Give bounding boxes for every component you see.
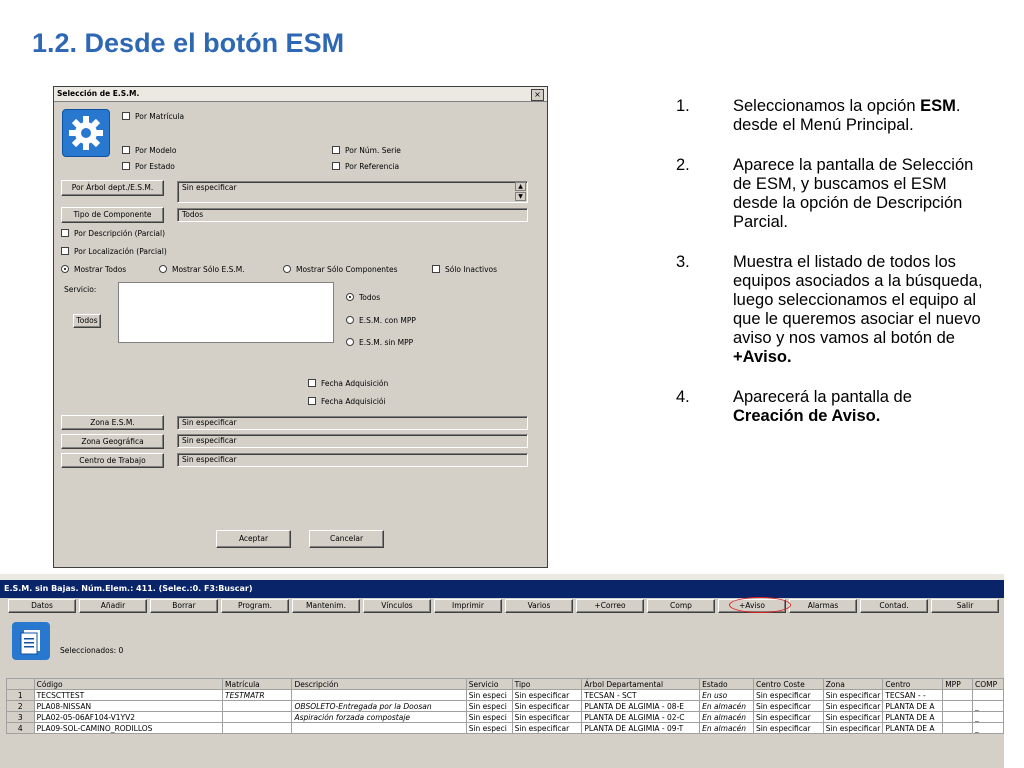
table-cell: TESTMATR [223, 690, 292, 701]
table-cell: Sin especificar [823, 712, 883, 723]
datos-button[interactable]: Datos [8, 599, 76, 613]
row-number: 2 [7, 701, 35, 712]
table-cell: Aspiración forzada compostaje [292, 712, 466, 723]
table-cell: TECSCTTEST [34, 690, 222, 701]
step-number: 1. [676, 97, 690, 115]
step-text: Aparece la pantalla de Selección de ESM, y buscamos el ESM desde la opción de Descripción Parcial. [733, 156, 974, 231]
esm-selection-dialog [53, 86, 548, 568]
table-cell [292, 690, 466, 701]
mostrar-solo-esm-label: Mostrar Sólo E.S.M. [172, 265, 245, 274]
zona-geografica-value: Sin especificar [182, 436, 237, 445]
borrar-button[interactable]: Borrar [150, 599, 218, 613]
table-cell: Sin especificar [512, 723, 582, 734]
row-number: 3 [7, 712, 35, 723]
aceptar-button[interactable]: Aceptar [216, 530, 291, 548]
table-cell: Sin especificar [753, 712, 823, 723]
fecha-adquisicion-checkbox[interactable] [308, 379, 316, 387]
table-cell [223, 723, 292, 734]
row-number: 1 [7, 690, 35, 701]
table-cell: En almacén [700, 712, 754, 723]
table-cell: PLANTA DE A [883, 701, 943, 712]
scroll-up-icon[interactable]: ▲ [515, 182, 526, 191]
zona-esm-field[interactable] [177, 416, 528, 430]
salir-button[interactable]: Salir [931, 599, 999, 613]
program-button[interactable]: Program. [221, 599, 289, 613]
dialog-titlebar [54, 87, 547, 102]
comp-button[interactable]: Comp [647, 599, 715, 613]
column-header[interactable]: Código [34, 679, 222, 690]
solo-inactivos-label: Sólo Inactivos [445, 265, 498, 274]
step-bold: +Aviso. [733, 348, 792, 366]
column-header[interactable]: Tipo [512, 679, 582, 690]
varios-button[interactable]: Varios [505, 599, 573, 613]
list-window-title: E.S.M. sin Bajas. Núm.Elem.: 411. (Selec.:0. F3:Buscar) [0, 580, 1004, 598]
zona-geografica-button[interactable]: Zona Geográfica [61, 434, 164, 449]
scroll-down-icon[interactable]: ▼ [515, 192, 526, 201]
table-cell: En almacén [700, 701, 754, 712]
esm-con-mpp-label: E.S.M. con MPP [359, 316, 416, 325]
alarmas-button[interactable]: Alarmas [789, 599, 857, 613]
column-header[interactable]: Estado [700, 679, 754, 690]
table-cell: Sin especificar [823, 690, 883, 701]
mpp-todos-radio[interactable] [346, 293, 354, 301]
por-modelo-label: Por Modelo [135, 146, 177, 155]
step-2 [676, 156, 986, 232]
table-row[interactable] [7, 712, 1004, 723]
por-estado-label: Por Estado [135, 162, 175, 171]
table-cell: _ [972, 712, 1003, 723]
column-header[interactable]: Servicio [466, 679, 512, 690]
table-row[interactable] [7, 723, 1004, 734]
step-text: Aparecerá la pantalla de [733, 388, 912, 406]
esm-list-window [0, 574, 1004, 768]
gear-icon [62, 109, 110, 157]
slide-title: 1.2. Desde el botón ESM [32, 28, 345, 58]
table-cell: Sin especificar [753, 690, 823, 701]
arbol-dept-value: Sin especificar [182, 183, 237, 192]
table-cell [943, 723, 973, 734]
step-bold: ESM [920, 97, 956, 115]
por-modelo-checkbox[interactable] [122, 146, 130, 154]
table-cell: Sin especi [466, 723, 512, 734]
mostrar-solo-esm-radio[interactable] [159, 265, 167, 273]
step-1 [676, 97, 986, 135]
aviso-button[interactable]: +Aviso [718, 599, 786, 613]
row-number: 4 [7, 723, 35, 734]
table-cell: Sin especi [466, 701, 512, 712]
centro-trabajo-field[interactable] [177, 453, 528, 467]
mantenim-button[interactable]: Mantenim. [292, 599, 360, 613]
table-cell: PLA02-05-06AF104-V1YV2 [34, 712, 222, 723]
table-cell: Sin especificar [823, 723, 883, 734]
centro-trabajo-value: Sin especificar [182, 455, 237, 464]
table-cell: PLANTA DE ALGIMIA - 08-E [582, 701, 700, 712]
anadir-button[interactable]: Añadir [79, 599, 147, 613]
table-cell: PLANTA DE A [883, 723, 943, 734]
table-cell: _ [972, 723, 1003, 734]
step-3 [676, 253, 986, 367]
por-referencia-checkbox[interactable] [332, 162, 340, 170]
step-number: 3. [676, 253, 690, 271]
mostrar-todos-radio[interactable] [61, 265, 69, 273]
table-cell: Sin especificar [753, 701, 823, 712]
zona-geografica-field[interactable] [177, 434, 528, 448]
esm-con-mpp-radio[interactable] [346, 316, 354, 324]
table-row[interactable] [7, 690, 1004, 701]
table-cell: PLANTA DE A [883, 712, 943, 723]
table-cell: Sin especificar [753, 723, 823, 734]
servicio-list[interactable] [118, 282, 334, 343]
table-cell: En almacén [700, 723, 754, 734]
por-num-serie-checkbox[interactable] [332, 146, 340, 154]
column-header[interactable]: MPP [943, 679, 973, 690]
column-header[interactable]: Centro [883, 679, 943, 690]
table-cell [223, 712, 292, 723]
table-cell: PLA09-SOL-CAMINO_RODILLOS [34, 723, 222, 734]
servicio-todos-button[interactable]: Todos [73, 314, 101, 328]
table-cell: Sin especificar [512, 701, 582, 712]
column-header[interactable] [7, 679, 35, 690]
seleccionados-label: Seleccionados: 0 [60, 646, 124, 655]
step-text: Seleccionamos la opción [733, 97, 921, 115]
zona-esm-value: Sin especificar [182, 418, 237, 427]
mpp-todos-label: Todos [359, 293, 381, 302]
table-cell [223, 701, 292, 712]
centro-trabajo-button[interactable]: Centro de Trabajo [61, 453, 164, 468]
por-localizacion-label: Por Localización (Parcial) [74, 247, 167, 256]
mostrar-solo-componentes-radio[interactable] [283, 265, 291, 273]
column-header[interactable]: Centro Coste [753, 679, 823, 690]
por-descripcion-label: Por Descripción (Parcial) [74, 229, 166, 238]
table-cell: Sin especificar [512, 712, 582, 723]
por-matricula-label: Por Matrícula [135, 112, 185, 121]
fecha-adquisicion-2-label: Fecha Adquisiciói [321, 397, 386, 406]
esm-table [6, 678, 1004, 734]
mostrar-todos-label: Mostrar Todos [74, 265, 127, 274]
table-row[interactable] [7, 701, 1004, 712]
table-cell: Sin especificar [823, 701, 883, 712]
esm-sin-mpp-label: E.S.M. sin MPP [359, 338, 414, 347]
dialog-title: Selección de E.S.M. [57, 89, 140, 98]
tipo-componente-field[interactable] [177, 208, 528, 222]
table-header [7, 679, 1004, 690]
table-cell: OBSOLETO-Entregada por la Doosan [292, 701, 466, 712]
table-cell [972, 690, 1003, 701]
column-header[interactable]: Árbol Departamental [582, 679, 700, 690]
fecha-adquisicion-label: Fecha Adquisición [321, 379, 389, 388]
aviso-highlight-circle [729, 597, 791, 613]
column-header[interactable]: Descripción [292, 679, 466, 690]
step-4 [676, 388, 986, 426]
esm-sin-mpp-radio[interactable] [346, 338, 354, 346]
table-cell: TECSAN - - [883, 690, 943, 701]
table-cell [943, 690, 973, 701]
table-cell: PLA08-NISSAN [34, 701, 222, 712]
column-header[interactable]: Matrícula [223, 679, 292, 690]
contad-button[interactable]: Contad. [860, 599, 928, 613]
zona-esm-button[interactable]: Zona E.S.M. [61, 415, 164, 430]
step-bold: Creación de Aviso. [733, 407, 881, 425]
imprimir-button[interactable]: Imprimir [434, 599, 502, 613]
por-matricula-checkbox[interactable] [122, 112, 130, 120]
column-header[interactable]: Zona [823, 679, 883, 690]
arbol-dept-field[interactable] [177, 181, 528, 203]
table-cell: PLANTA DE ALGIMIA - 09-T [582, 723, 700, 734]
table-cell: PLANTA DE ALGIMIA - 02-C [582, 712, 700, 723]
tipo-componente-button[interactable]: Tipo de Componente [61, 207, 164, 223]
table-cell [943, 701, 973, 712]
step-number: 4. [676, 388, 690, 406]
table-cell: _ [972, 701, 1003, 712]
fecha-adquisicion-2-checkbox[interactable] [308, 397, 316, 405]
table-cell: Sin especi [466, 690, 512, 701]
table-cell [943, 712, 973, 723]
por-referencia-label: Por Referencia [345, 162, 400, 171]
document-icon [12, 622, 50, 660]
servicio-label: Servicio: [64, 285, 97, 294]
step-number: 2. [676, 156, 690, 174]
step-text: Muestra el listado de todos los equipos asociados a la búsqueda, luego seleccionamos el equipo al que le queremos asociar el nuevo aviso y nos vamos al botón de [733, 253, 983, 347]
step-text-post: . desde el Menú Principal. [733, 97, 961, 134]
solo-inactivos-checkbox[interactable] [432, 265, 440, 273]
table-cell: Sin especi [466, 712, 512, 723]
por-localizacion-checkbox[interactable] [61, 247, 69, 255]
correo-button[interactable]: +Correo [576, 599, 644, 613]
close-icon[interactable]: × [531, 89, 544, 101]
table-cell: En uso [700, 690, 754, 701]
column-header[interactable]: COMP [972, 679, 1003, 690]
table-cell: Sin especificar [512, 690, 582, 701]
vinculos-button[interactable]: Vínculos [363, 599, 431, 613]
tipo-componente-value: Todos [182, 210, 204, 219]
por-num-serie-label: Por Núm. Serie [345, 146, 401, 155]
cancelar-button[interactable]: Cancelar [309, 530, 384, 548]
por-estado-checkbox[interactable] [122, 162, 130, 170]
table-cell: TECSAN - SCT [582, 690, 700, 701]
mostrar-solo-componentes-label: Mostrar Sólo Componentes [296, 265, 398, 274]
por-descripcion-checkbox[interactable] [61, 229, 69, 237]
arbol-dept-button[interactable]: Por Árbol dept./E.S.M. [61, 180, 164, 196]
instructions-list [676, 97, 986, 447]
table-cell [292, 723, 466, 734]
